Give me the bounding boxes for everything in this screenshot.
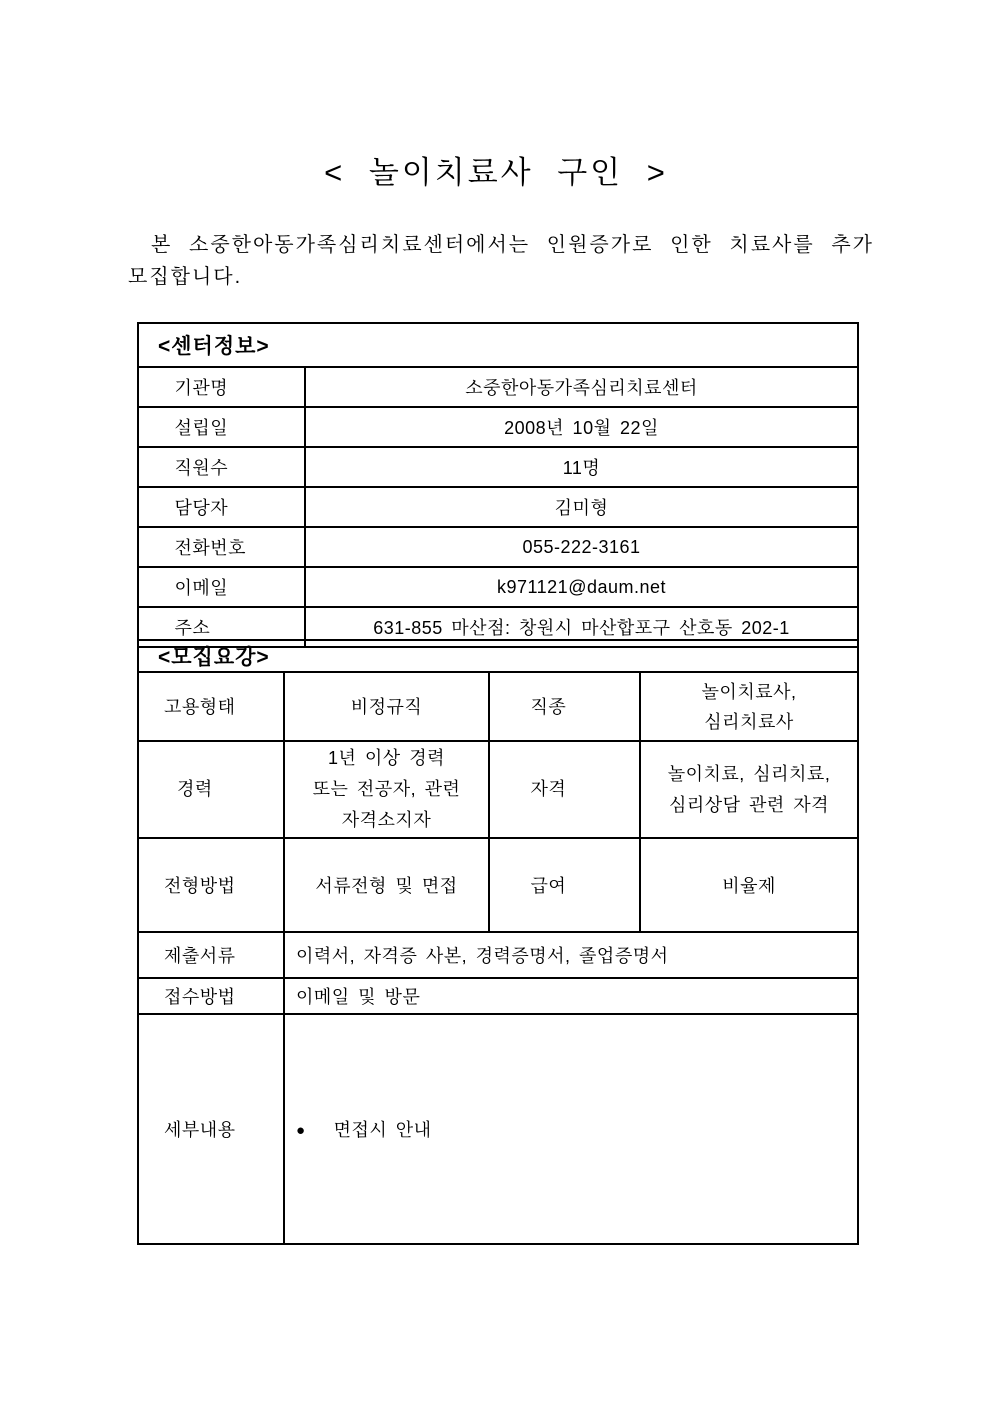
value-email: k971121@daum.net xyxy=(305,567,858,607)
value-line: 놀이치료사, xyxy=(701,681,797,702)
value-line: 또는 전공자, 관련 xyxy=(312,779,461,799)
value-details xyxy=(284,1014,858,1244)
label-email xyxy=(138,567,305,607)
label-text: 담당자 xyxy=(174,498,229,518)
value-institution-name: 소중한아동가족심리치료센터 xyxy=(305,367,858,407)
value-application-method: 이메일 및 방문 xyxy=(284,978,858,1014)
label-founded-date xyxy=(138,407,305,447)
recruitment-section-title: <모집요강> xyxy=(138,640,858,672)
recruitment-header-row xyxy=(138,640,858,672)
label-application-method xyxy=(138,978,284,1014)
label-details xyxy=(138,1014,284,1244)
label-text: 고용형태 xyxy=(164,696,236,717)
table-row-phone-number xyxy=(138,527,858,567)
value-selection-method: 서류전형 및 면접 xyxy=(284,838,489,932)
label-text: 기관명 xyxy=(174,378,229,398)
label-text: 급여 xyxy=(530,876,567,896)
value-qualification xyxy=(640,741,858,838)
label-salary xyxy=(489,838,640,932)
value-line: 심리상담 관련 자격 xyxy=(668,794,830,815)
value-documents: 이력서, 자격증 사본, 경력증명서, 졸업증명서 xyxy=(284,932,858,978)
table-row-staff-count xyxy=(138,447,858,487)
label-institution-name xyxy=(138,367,305,407)
label-text: 세부내용 xyxy=(164,1120,236,1140)
value-experience xyxy=(284,741,489,838)
center-info-table xyxy=(137,322,859,648)
bullet-icon: ● xyxy=(296,1122,306,1139)
label-text: 접수방법 xyxy=(164,987,236,1007)
value-line: 1년 이상 경력 xyxy=(328,748,445,768)
table-row-selection xyxy=(138,838,858,932)
value-staff-count: 11명 xyxy=(305,447,858,487)
table-row-experience xyxy=(138,741,858,838)
table-row-institution-name xyxy=(138,367,858,407)
table-row-employment xyxy=(138,672,858,741)
label-text: 경력 xyxy=(177,779,213,799)
label-qualification xyxy=(489,741,640,838)
center-info-header-row xyxy=(138,323,858,367)
label-text: 제출서류 xyxy=(164,946,236,966)
details-text: 면접시 안내 xyxy=(333,1120,432,1140)
intro-paragraph: 본 소중한아동가족심리치료센터에서는 인원증가로 인한 치료사를 추가모집합니다. xyxy=(128,234,874,288)
table-row-application xyxy=(138,978,858,1014)
label-experience xyxy=(138,741,284,838)
label-staff-count xyxy=(138,447,305,487)
label-phone-number xyxy=(138,527,305,567)
value-salary: 비율제 xyxy=(640,838,858,932)
label-text: 전형방법 xyxy=(164,876,236,896)
value-founded-date: 2008년 10월 22일 xyxy=(305,407,858,447)
label-selection-method xyxy=(138,838,284,932)
table-row-documents xyxy=(138,932,858,978)
label-text: 주소 xyxy=(174,618,211,638)
value-contact-person: 김미형 xyxy=(305,487,858,527)
table-row-details xyxy=(138,1014,858,1244)
label-employment-type xyxy=(138,672,284,741)
table-row-founded-date xyxy=(138,407,858,447)
recruitment-table xyxy=(137,639,859,1245)
label-text: 전화번호 xyxy=(174,538,247,558)
label-job-category xyxy=(489,672,640,741)
value-job-category xyxy=(640,672,858,741)
label-text: 설립일 xyxy=(174,418,229,438)
value-employment-type: 비정규직 xyxy=(284,672,489,741)
label-contact-person xyxy=(138,487,305,527)
value-line: 자격소지자 xyxy=(341,810,432,830)
value-line: 놀이치료, 심리치료, xyxy=(667,763,831,784)
page-title: < 놀이치료사 구인 > xyxy=(324,155,668,190)
label-text: 이메일 xyxy=(174,578,229,598)
label-text: 직원수 xyxy=(174,458,229,478)
value-line: 심리치료사 xyxy=(704,711,794,732)
label-text: 자격 xyxy=(530,779,567,799)
table-row-email xyxy=(138,567,858,607)
label-documents xyxy=(138,932,284,978)
value-address: 631-855 마산점: 창원시 마산합포구 산호동 202-1 xyxy=(305,607,858,647)
table-row-contact-person xyxy=(138,487,858,527)
value-phone-number: 055-222-3161 xyxy=(305,527,858,567)
center-info-section-title: <센터정보> xyxy=(138,323,858,367)
label-text: 직종 xyxy=(530,696,567,717)
